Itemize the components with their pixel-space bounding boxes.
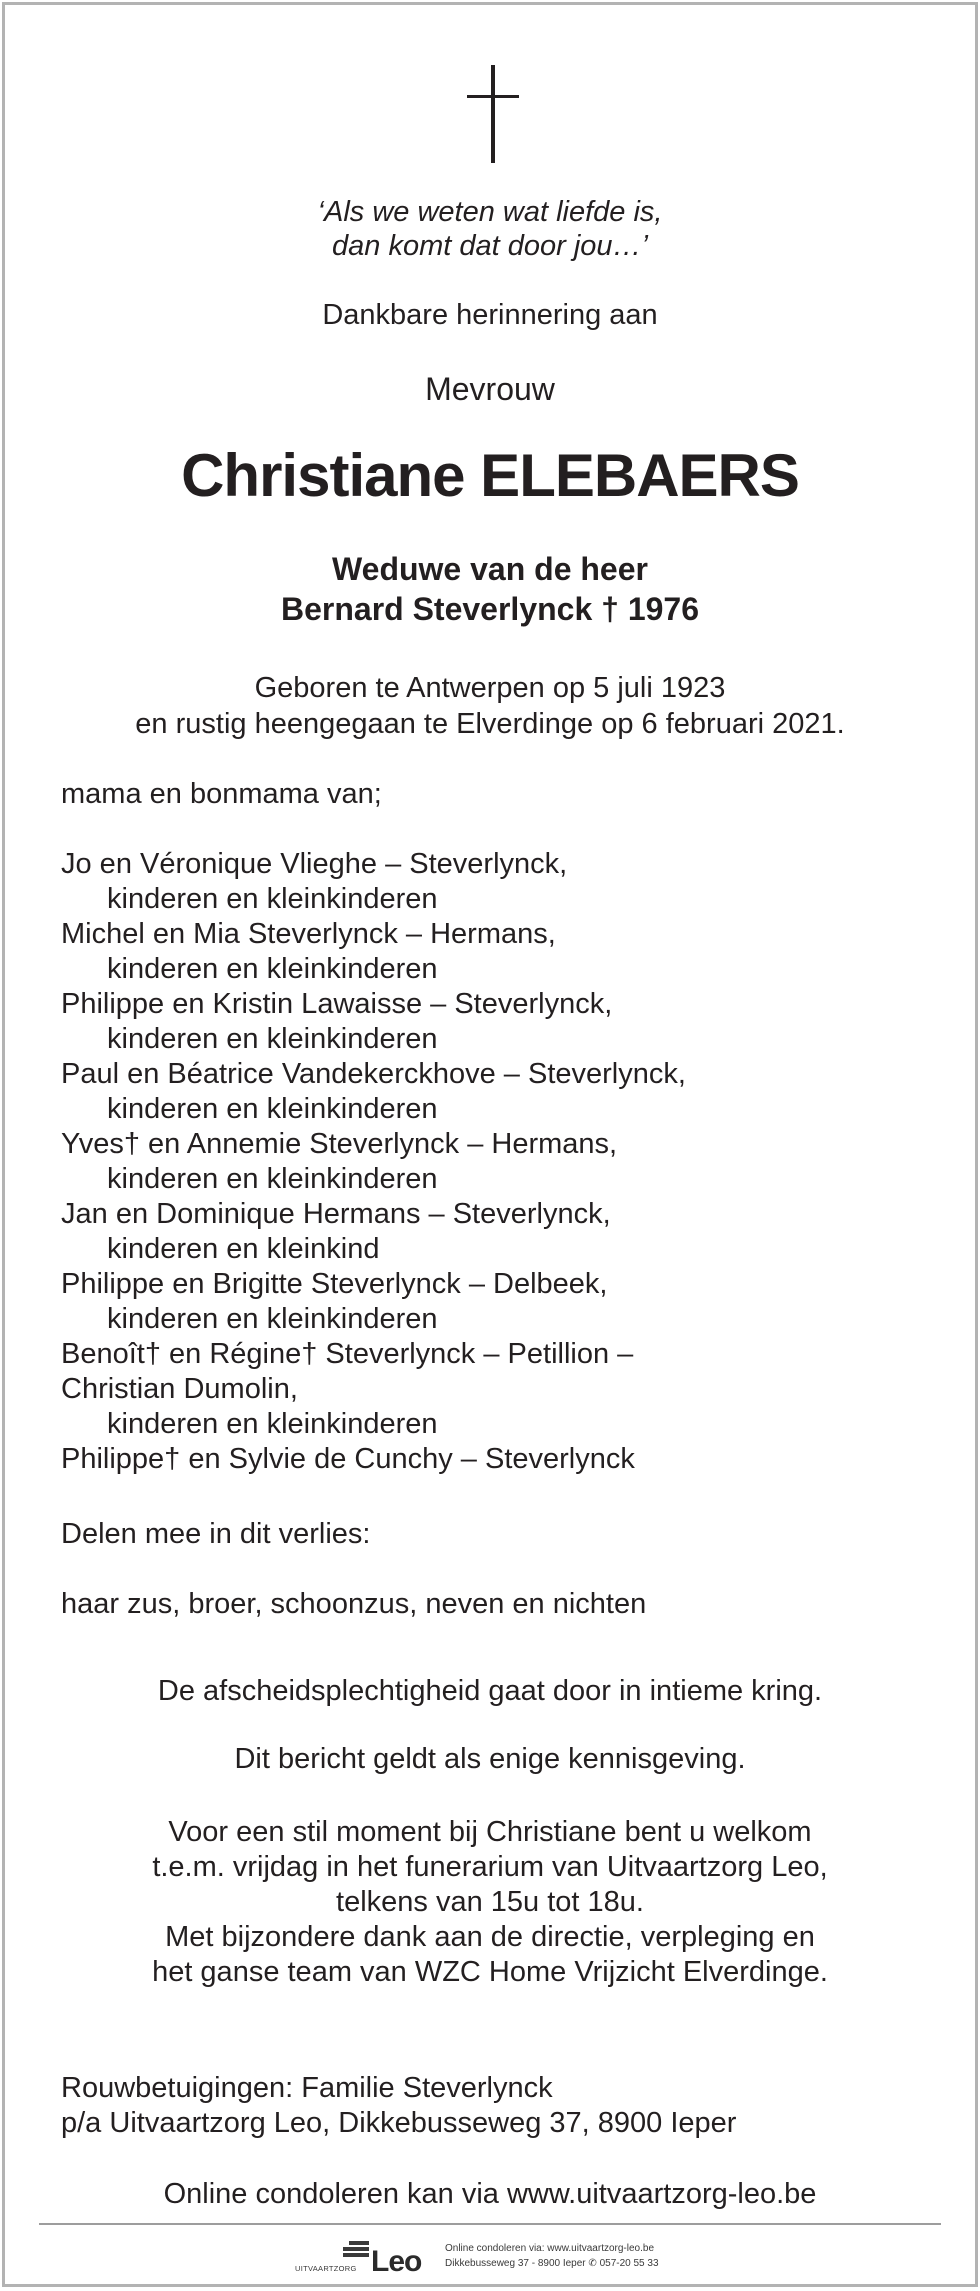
funeral-home-logo-icon [343,2241,369,2261]
intro-text: Dankbare herinnering aan [322,299,658,331]
logo-small-text: UITVAARTZORG [295,2264,357,2273]
family-member: kinderen en kleinkinderen [107,953,438,985]
family-member: kinderen en kleinkinderen [107,1163,438,1195]
family-intro: mama en bonmama van; [61,778,382,810]
birth-line: Geboren te Antwerpen op 5 juli 1923 [254,672,726,704]
family-member: Paul en Béatrice Vandekerckhove – Steverlynck, [61,1058,686,1090]
family-list [61,847,686,1477]
widow-line: Weduwe van de heer [332,551,648,587]
family-member: Philippe en Brigitte Steverlynck – Delbeek, [61,1268,608,1300]
obituary-notice [2,2,978,2287]
online-condolence-link[interactable]: Online condoleren kan via www.uitvaartzorg-leo.be [163,2178,817,2210]
funeral-home-footer [295,2239,715,2279]
family-member: Benoît† en Régine† Steverlynck – Petillion – [61,1338,634,1370]
family-member: Yves† en Annemie Steverlynck – Hermans, [61,1128,618,1160]
cross-icon [467,65,519,163]
sole-notice: Dit bericht geldt als enige kennisgeving. [234,1743,746,1775]
quote-line: dan komt dat door jou…’ [332,230,648,262]
opening-quote [5,195,975,263]
salutation: Mevrouw [425,371,555,407]
thanks-line: het ganse team van WZC Home Vrijzicht Elverdinge. [152,1956,828,1988]
thanks-note [5,1920,975,1990]
footer-contact [445,2241,659,2271]
family-member: Jan en Dominique Hermans – Steverlynck, [61,1198,611,1230]
footer-info-line: Dikkebusseweg 37 - 8900 Ieper ✆ 057-20 55 33 [445,2258,659,2269]
death-line: en rustig heengegaan te Elverdinge op 6 februari 2021. [135,708,845,740]
address-line: p/a Uitvaartzorg Leo, Dikkebusseweg 37, 8900 Ieper [61,2107,737,2139]
family-member: kinderen en kleinkinderen [107,1303,438,1335]
visit-line: telkens van 15u tot 18u. [336,1886,644,1918]
quote-line: ‘Als we weten wat liefde is, [317,196,663,228]
logo-brand: Leo [371,2245,422,2278]
family-member: Philippe en Kristin Lawaisse – Steverlynck, [61,988,613,1020]
thanks-line: Met bijzondere dank aan de directie, verpleging en [165,1921,815,1953]
footer-info-line: Online condoleren via: www.uitvaartzorg-leo.be [445,2243,654,2254]
family-member: Michel en Mia Steverlynck – Hermans, [61,918,556,950]
family-member: kinderen en kleinkinderen [107,1023,438,1055]
condolence-address [61,2071,736,2141]
visit-line: Voor een stil moment bij Christiane bent u welkom [168,1816,812,1848]
family-member: kinderen en kleinkinderen [107,883,438,915]
footer-divider [39,2223,941,2225]
visit-note [5,1815,975,1920]
family-member: kinderen en kleinkinderen [107,1408,438,1440]
ceremony-note: De afscheidsplechtigheid gaat door in intieme kring. [157,1675,823,1707]
deceased-name: Christiane ELEBAERS [181,442,799,509]
family-member: Jo en Véronique Vlieghe – Steverlynck, [61,848,568,880]
family-member: Christian Dumolin, [61,1373,298,1405]
share-with: haar zus, broer, schoonzus, neven en nichten [61,1588,647,1620]
widow-note [5,549,975,629]
family-member: Philippe† en Sylvie de Cunchy – Steverlynck [61,1443,635,1475]
family-member: kinderen en kleinkinderen [107,1093,438,1125]
visit-line: t.e.m. vrijdag in het funerarium van Uitvaartzorg Leo, [152,1851,828,1883]
widow-line: Bernard Steverlynck † 1976 [280,591,700,627]
address-line: Rouwbetuigingen: Familie Steverlynck [61,2072,553,2104]
family-member: kinderen en kleinkind [107,1233,380,1265]
share-intro: Delen mee in dit verlies: [61,1518,371,1550]
life-dates [5,670,975,742]
